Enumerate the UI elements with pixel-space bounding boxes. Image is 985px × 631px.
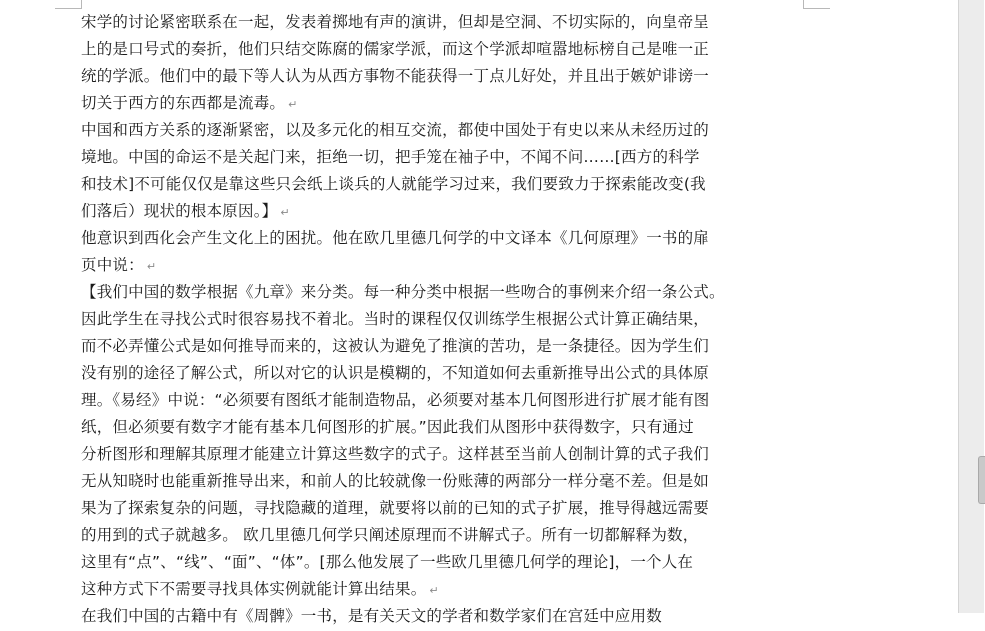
text-line: 统的学派。他们中的最下等人认为从西方事物不能获得一丁点儿好处，并且出于嫉妒诽谤一	[81, 67, 710, 85]
text-line: 宋学的讨论紧密联系在一起，发表着掷地有声的演讲，但却是空洞、不切实际的，向皇帝呈	[81, 13, 710, 31]
text-line: 页中说： ↵	[81, 256, 157, 274]
text-line: 他意识到西化会产生文化上的困扰。他在欧几里德几何学的中文译本《几何原理》一书的扉	[81, 229, 710, 247]
text-line: 因此学生在寻找公式时很容易找不着北。当时的课程仅仅训练学生根据公式计算正确结果，	[81, 310, 710, 328]
vertical-scrollbar[interactable]	[958, 0, 984, 613]
document-body[interactable]	[81, 9, 803, 625]
text-line: 切关于西方的东西都是流毒。 ↵	[81, 94, 298, 112]
text-line: 没有别的途径了解公式，所以对它的认识是模糊的，不知道如何去重新推导出公式的具体原	[81, 364, 710, 382]
text-line: 【我们中国的数学根据《九章》来分类。每一种分类中根据一些吻合的事例来介绍一条公式。	[81, 283, 725, 301]
text-line: 境地。中国的命运不是关起门来，拒绝一切，把手笼在袖子中，不闻不问……[西方的科学	[81, 148, 700, 166]
paragraph-mark-icon: ↵	[429, 584, 439, 597]
text-line: 们落后）现状的根本原因。】 ↵	[81, 202, 290, 220]
paragraph-mark-icon: ↵	[280, 206, 290, 219]
text-line: 这种方式下不需要寻找具体实例就能计算出结果。 ↵	[81, 580, 439, 598]
text-line: 纸，但必须要有数字才能有基本几何图形的扩展。”因此我们从图形中获得数字，只有通过	[81, 418, 694, 436]
text-line: 上的是口号式的奏折，他们只结交陈腐的儒家学派，而这个学派却喧嚣地标榜自己是唯一正	[81, 40, 710, 58]
margin-corner-mark-left	[55, 0, 82, 9]
text-line: 果为了探索复杂的问题，寻找隐藏的道理，就要将以前的已知的式子扩展，推导得越远需要	[81, 499, 710, 517]
text-line: 这里有“点”、“线”、“面”、“体”。[那么他发展了一些欧几里德几何学的理论]，一个人在	[81, 553, 694, 571]
text-line-partial: 在我们中国的古籍中有《周髀》一书，是有关天文的学者和数学家们在宫廷中应用数	[81, 607, 662, 625]
text-line: 理。《易经》中说：“必须要有图纸才能制造物品，必须要对基本几何图形进行扩展才能有图	[81, 391, 710, 409]
text-line: 和技术]不可能仅仅是靠这些只会纸上谈兵的人就能学习过来，我们要致力于探索能改变(我	[81, 175, 706, 193]
text-line: 分析图形和理解其原理才能建立计算这些数字的式子。这样甚至当前人创制计算的式子我们	[81, 445, 710, 463]
scrollbar-thumb[interactable]	[978, 456, 985, 504]
text-line: 而不必弄懂公式是如何推导而来的，这被认为避免了推演的苦功，是一条捷径。因为学生们	[81, 337, 710, 355]
text-line: 无从知晓时也能重新推导出来，和前人的比较就像一份账薄的两部分一样分毫不差。但是如	[81, 472, 710, 490]
paragraph-mark-icon: ↵	[288, 98, 298, 111]
paragraph-mark-icon: ↵	[146, 260, 157, 273]
text-line: 中国和西方关系的逐渐紧密，以及多元化的相互交流，都使中国处于有史以来从未经历过的	[81, 121, 710, 139]
margin-corner-mark-right	[803, 0, 830, 9]
text-line: 的用到的式子就越多。 欧几里德几何学只阐述原理而不讲解式子。所有一切都解释为数，	[81, 526, 699, 544]
